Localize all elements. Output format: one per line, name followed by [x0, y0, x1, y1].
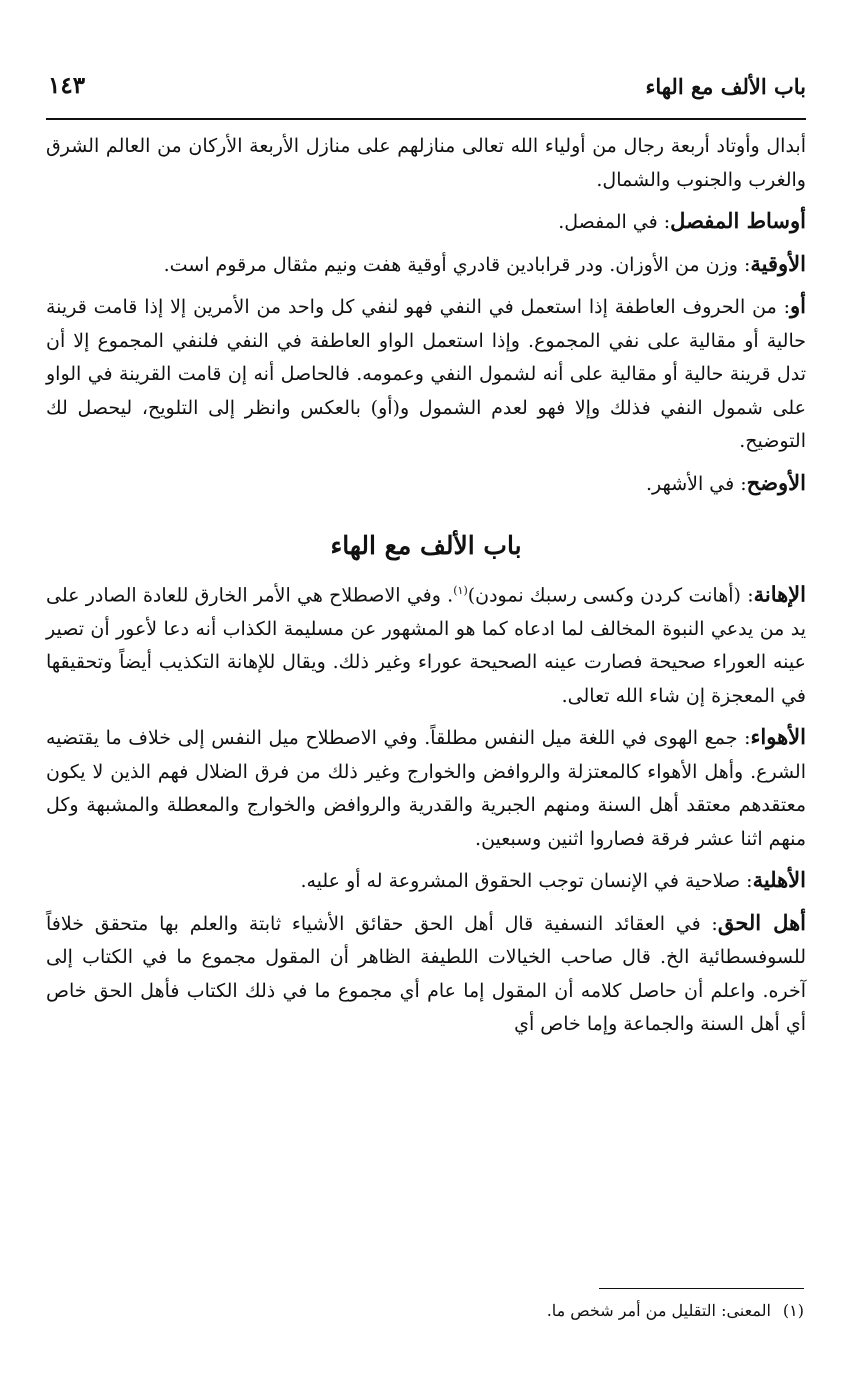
page-body: [46, 120, 806, 1042]
running-header: [46, 62, 806, 120]
footnote: [44, 1298, 804, 1324]
entry-term: الأهواء: [750, 724, 806, 750]
entry-aw: [46, 289, 806, 459]
footnote-text: المعنى: التقليل من أمر شخص ما.: [546, 1301, 771, 1320]
entry-text: : من الحروف العاطفة إذا استعمل في النفي فهو لنفي كل واحد من الأمرين إلا إذا قامت قرينة حالية أو مقالية على نفي المجموع. وإذا استعمل الواو العاطفة في النفي فلنفي المجموع إلا أن تدل قرينة حالية أو مقالية على أنه لشمول النفي وعمومه. فالحاصل أنه إن قامت القرينة في الواو على شمول النفي فذلك وإلا فهو لعدم الشمول و(أو) بالعكس وانظر إلى التلويح، ليحصل لك التوضيح.: [46, 296, 806, 452]
entry-term: الإهانة: [753, 581, 806, 607]
entry-term: الأوقية: [750, 250, 806, 276]
entry-text: أبدال وأوتاد أربعة رجال من أولياء الله تعالى منازلهم على منازل الأربعة الأركان من العالم الشرق والغرب والجنوب والشمال.: [46, 135, 806, 191]
running-title: باب الألف مع الهاء: [645, 74, 806, 99]
entry-awsat-al-mufassal: [46, 204, 806, 240]
footnote-divider: [599, 1288, 804, 1289]
entry-al-uqiya: [46, 247, 806, 283]
footnotes: [44, 1288, 804, 1324]
entry-abdal-continuation: [46, 130, 806, 197]
entry-al-ahliya: [46, 863, 806, 899]
entry-al-ihana: [46, 574, 806, 713]
entry-text: : (أهانت كردن وكسى رسبك نمودن): [467, 584, 754, 607]
entry-ahl-al-haqq: [46, 906, 806, 1042]
entry-term: أو: [790, 293, 806, 318]
entry-term: الأهلية: [752, 867, 806, 893]
entry-text: : في الأشهر.: [645, 472, 747, 495]
section-heading: باب الألف مع الهاء: [330, 531, 522, 560]
entry-term: أهل الحق: [717, 909, 806, 935]
entry-text: . وفي الاصطلاح هي الأمر الخارق للعادة الصادر على يد من يدعي النبوة المخالف لما ادعاه كما هو المشهور عن مسليمة الكذاب أنه دعا لأعور أن تصير عينه العوراء صحيحة فصارت عينه الصحيحة عوراء وغير ذلك. ويقال للإهانة التكذيب أيضاً وتحقيقها في المعجزة إن شاء الله تعالى.: [46, 584, 806, 707]
footnote-marker: (١): [782, 1301, 804, 1320]
entry-text: : وزن من الأوزان. ودر قرابادين قادري أوقية هفت ونيم مثقال مرقوم است.: [163, 253, 751, 276]
page-number: ١٤٣: [48, 72, 86, 99]
entry-text: : جمع الهوى في اللغة ميل النفس مطلقاً. وفي الاصطلاح ميل النفس إلى خلاف ما يقتضيه الشرع. وأهل الأهواء كالمعتزلة والروافض والخوارج وغير ذلك من فرق الضلال فهم الذين لا يكون معتقدهم معتقد أهل السنة ومنهم الجبرية والقدرية والروافض والخوارج والمعطلة والمشبهة وكل منهم اثنا عشر فرقة فصاروا اثنين وسبعين.: [46, 727, 806, 850]
entry-al-ahwa: [46, 720, 806, 856]
book-page: [46, 62, 806, 1049]
entry-text: : في المفصل.: [558, 211, 671, 233]
entry-term: الأوضح: [746, 469, 806, 495]
entry-text: : صلاحية في الإنسان توجب الحقوق المشروعة له أو عليه.: [300, 870, 753, 893]
footnote-reference[interactable]: (١): [453, 584, 468, 597]
entry-al-awdah: [46, 466, 806, 502]
entry-term: أوساط المفصل: [670, 208, 806, 233]
entry-text: : في العقائد النسفية قال أهل الحق حقائق الأشياء ثابتة والعلم بها متحقق خلافاً للسوفسطائية الخ. قال صاحب الخيالات اللطيفة الظاهر أن المقول مجموع ما في الكتاب إلى آخره. واعلم أن حاصل كلامه أن المقول إما عام أي مجموع ما في ذلك الكتاب فأهل الحق خاص أي أهل السنة والجماعة وإما خاص أي: [46, 912, 806, 1036]
